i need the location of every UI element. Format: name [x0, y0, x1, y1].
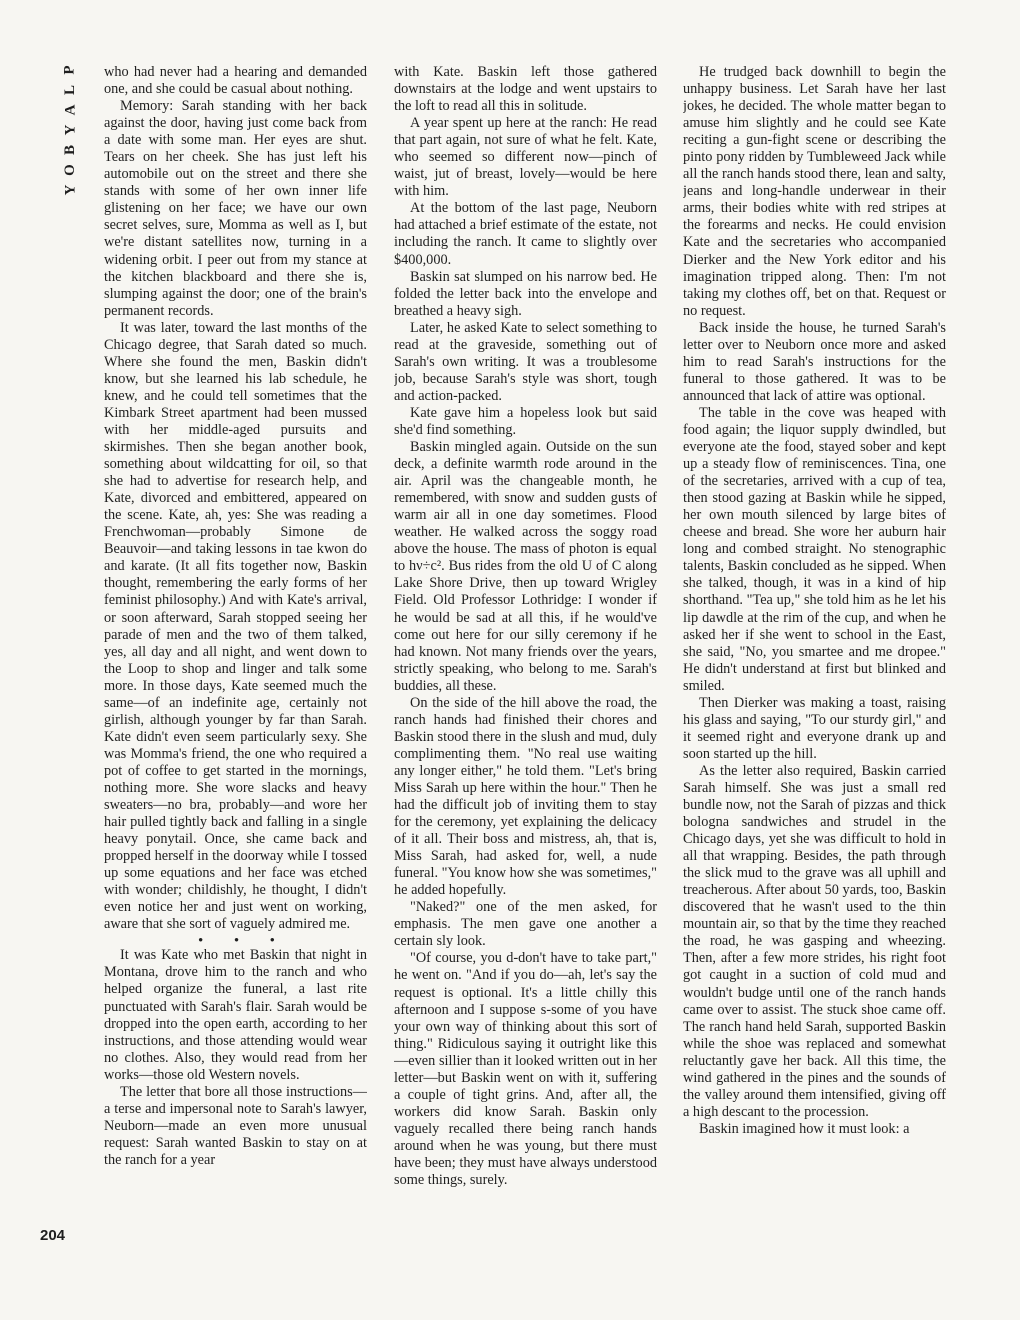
paragraph: The letter that bore all those instructions—a terse and impersonal note to Sarah's lawyer, Neuborn—made an even more unusual request: Sarah wanted Baskin to stay on at the ranch for a year [104, 1083, 367, 1168]
page-number: 204 [40, 1227, 66, 1244]
paragraph: On the side of the hill above the road, the ranch hands had finished their chores and Baskin stood there in the slush and mud, duly complimenting them. "No real use waiting any longer either," he told them. "Let's bring Miss Sarah up here within the hour." Then he had the difficult job of inviting them to stay for the ceremony, yet explaining the delicacy of it all. Their boss and mistress, ah, that is, Miss Sarah, had asked for, well, a nude funeral. "You know how she was sometimes," he added hopefully. [394, 694, 657, 899]
masthead-letter: Y [62, 124, 78, 136]
paragraph: A year spent up here at the ranch: He read that part again, not sure of what he felt. Kate, who seemed so different now—pinch of waist, jut of breast, lovely—would be here with him. [394, 115, 657, 200]
masthead-letter: Y [62, 184, 78, 196]
paragraph: Later, he asked Kate to select something to read at the graveside, something out of Sarah's own writing. It was a troublesome job, because Sarah's style was short, tough and action-packed. [394, 319, 657, 404]
paragraph: It was later, toward the last months of the Chicago degree, that Sarah dated so much. Where she found the men, Baskin didn't know, but she learned his lab schedule, he knew, and he could tell sometimes that the Kimbark Street apartment had been mussed with her middle-aged pursuits and skirmishes. Then she began another book, something about wildcatting for oil, so that she had to advertise for research help, and Kate, divorced and embittered, appeared on the scene. Kate, ah, yes: She was reading a Frenchwoman—probably Simone de Beauvoir—and taking lessons in tae kwon do and karate. (It all fits together now, Baskin thought, remembering the early forms of her feminist philosophy.) And with Kate's arrival, or soon afterward, Sarah stopped seeing her parade of men and the two of them talked, yes, all day and all night, and went down to the Loop to shop and linger and talk some more. In those days, Kate seemed much the same—of an indefinite age, certainly not girlish, although younger by far than Sarah. Kate didn't even seem particularly sexy. She was Momma's friend, the one who required a pot of coffee to get started in the mornings, nothing more. She wore slacks and heavy sweaters—no bra, probably—and wore her hair pulled tightly back and falling in a single heavy ponytail. Once, she came back and propped herself in the doorway while I tossed up some equations and her face was etched with wonder; childishly, he thought, I didn't even notice her and just went on working, aware that she sort of vaguely admired me. [104, 319, 367, 933]
paragraph: "Naked?" one of the men asked, for emphasis. The men gave one another a certain sly look. [394, 899, 657, 950]
paragraph: with Kate. Baskin left those gathered downstairs at the lodge and went upstairs to the loft to read all this in solitude. [394, 64, 657, 115]
paragraph: Kate gave him a hopeless look but said she'd find something. [394, 404, 657, 438]
paragraph: At the bottom of the last page, Neuborn had attached a brief estimate of the estate, not including the ranch. It came to slightly over $400,000. [394, 200, 657, 268]
paragraph: Baskin sat slumped on his narrow bed. He folded the letter back into the envelope and breathed a heavy sigh. [394, 268, 657, 319]
paragraph: The table in the cove was heaped with food again; the liquor supply dwindled, but everyone ate the food, stayed sober and kept up a steady flow of reminiscences. Tina, one of the secretaries, arrived with a cup of tea, then stood gazing at Baskin while he sipped, her own mouth silenced by large bites of cheese and bread. She wore her auburn hair long and combed straight. No stenographic talents, Baskin concluded as he sipped. When she talked, though, it was in a kind of hip shorthand. "Tea up," she told him as he let his lip dawdle at the rim of the cup, and when he asked her if she went to school in the East, she said, "No, you smartee and me dropee." He didn't understand at first but blinked and smiled. [683, 404, 946, 694]
paragraph: As the letter also required, Baskin carried Sarah himself. She was just a small red bundle now, not the Sarah of pizzas and thick bologna sandwiches and strudel in the Chicago days, yet she was difficult to hold in all that wrapping. Besides, the path through the slick mud to the grave was all uphill and treacherous. After about 50 yards, too, Baskin discovered that he wasn't used to the thin mountain air, so that by the time they reached the road, he was gasping and wheezing. Then, after a few more strides, his right foot got caught in a suction of cold mud and wouldn't budge until one of the ranch hands came over to assist. The stuck shoe came off. The ranch hand held Sarah, supported Baskin while the shoe was replaced and somewhat reluctantly gave her back. All this time, the wind gathered in the pines and the sounds of the valley around them intensified, giving off a high descant to the procession. [683, 762, 946, 1120]
masthead-letter: A [62, 104, 78, 116]
masthead-letter: P [61, 65, 78, 75]
paragraph: "Of course, you d-don't have to take part," he went on. "And if you do—ah, let's say the request is optional. It's a little chilly this afternoon and I suppose s-some of you have your own way of thinking about this sort of thing." Ridiculous saying it outright like this—even sillier than it looked written out in her letter—but Baskin went on with it, suffering a couple of tight grins. And, after all, the workers did know Sarah. Baskin only vaguely recalled there being ranch hands around when he was young, but there must have been; they must have always understood some things, surely. [394, 950, 657, 1189]
masthead-letter: B [61, 144, 78, 156]
masthead [50, 60, 90, 200]
article-column-3 [683, 64, 946, 1264]
paragraph: It was Kate who met Baskin that night in Montana, drove him to the ranch and who helped organize the funeral, a last rite punctuated with Sarah's flair. Sarah would be dropped into the open earth, according to her instructions, and those attending would wear no clothes. Also, they would read from her works—those old Western novels. [104, 947, 367, 1083]
masthead-letter: L [61, 84, 78, 96]
paragraph: Memory: Sarah standing with her back against the door, having just come back from a date with some man. Her eyes are shut. Tears on her cheek. She has just left his automobile out on the street and there she stands with some of her own inner life glistening on her face; we have our own secret selves, sure, Momma as well as I, but we're distant satellites now, turning in a widening orbit. I peer out from my stance at the kitchen blackboard and there she is, slumping against the door; one of the brain's permanent records. [104, 98, 367, 319]
paragraph: He trudged back downhill to begin the unhappy business. Let Sarah have her last jokes, he decided. The whole matter began to amuse him slightly and he could see Kate reciting a gun-fight scene or describing the pinto pony ridden by Tumbleweed Jack while all the ranch hands stood there, lean and salty, jeans and long-handle underwear in their arms, their bodies white with red stripes at the forearms and necks. He could envision Kate and the secretaries who accompanied Dierker and the New York editor and his imagination tripped along. Then: I'm not taking my clothes off, bet on that. Request or no request. [683, 64, 946, 319]
paragraph: who had never had a hearing and demanded one, and she could be casual about nothing. [104, 64, 367, 98]
paragraph: Baskin mingled again. Outside on the sun deck, a definite warmth rode around in the air. April was the changeable month, he remembered, with snow and sudden gusts of warm air all in one day sometimes. Flood weather. He walked across the soggy road above the house. The mass of photon is equal to hν÷c². Bus rides from the old U of C along Lake Shore Drive, then up toward Wrigley Field. Old Professor Lothridge: I wonder if he would be sad at all this, if he would've come out here for our silly ceremony if he had known. Not many friends over the years, strictly speaking, who belong to me. Sarah's buddies, all these. [394, 439, 657, 694]
paragraph: Back inside the house, he turned Sarah's letter over to Neuborn once more and asked him to read Sarah's instructions for the funeral to those gathered. It was to be announced that lack of attire was optional. [683, 319, 946, 404]
section-break: • • • [198, 932, 289, 948]
paragraph: Then Dierker was making a toast, raising his glass and saying, "To our sturdy girl," and it seemed right and everyone drank up and soon started up the hill. [683, 694, 946, 762]
article-column-2 [394, 64, 657, 1264]
masthead-letter: O [61, 164, 78, 176]
article-column-1 [104, 64, 367, 1264]
paragraph: Baskin imagined how it must look: a [699, 1120, 910, 1137]
